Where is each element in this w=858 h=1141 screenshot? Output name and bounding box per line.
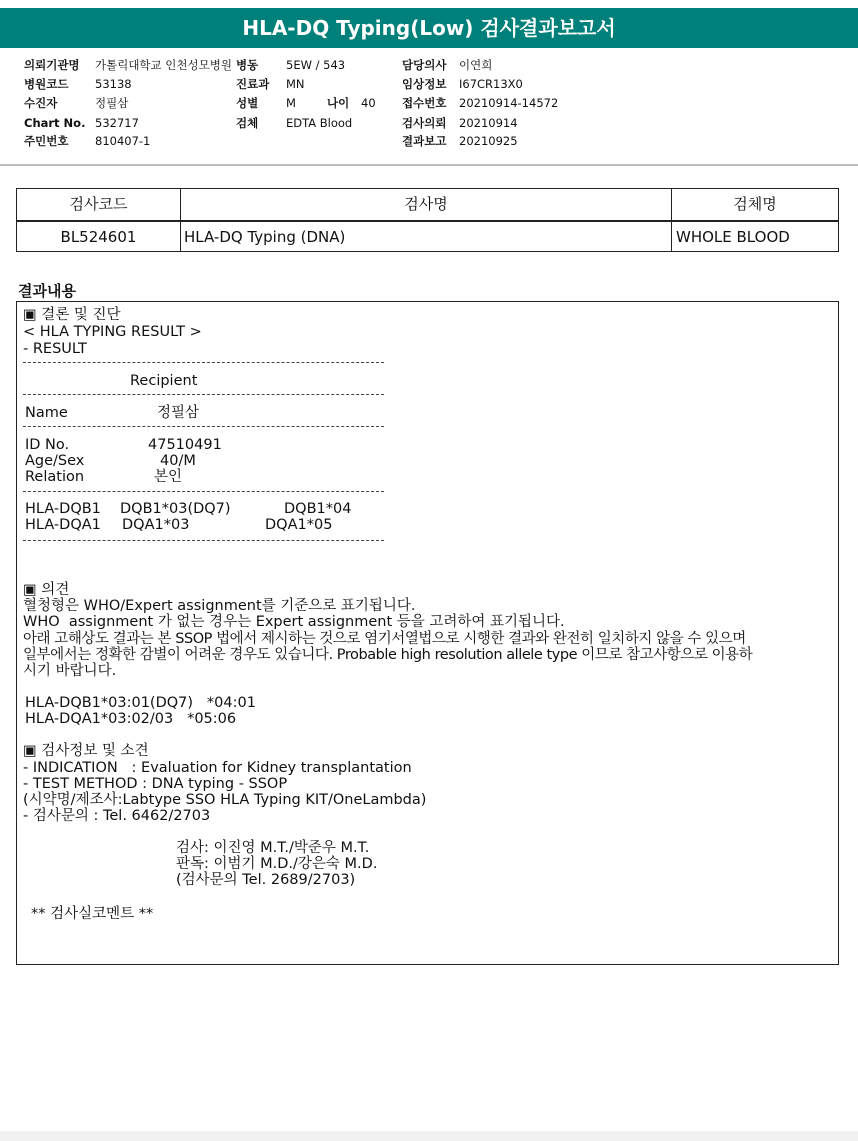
header-specimen-name: 검체명: [733, 195, 777, 213]
age-sex-key: Age/Sex: [25, 453, 85, 469]
table-row: [17, 222, 838, 253]
doctor-label: 담당의사: [402, 58, 447, 72]
result-content-box: [16, 301, 839, 965]
recipient-label: Recipient: [130, 373, 198, 389]
reader-signature: 판독: 이범기 M.D./강은숙 M.D.: [176, 856, 378, 872]
report-date-value: 20210925: [459, 134, 518, 148]
dqb1-allele-1: DQB1*03(DQ7): [120, 501, 231, 517]
cell-test-name: HLA-DQ Typing (DNA): [184, 228, 346, 246]
id-no-value: 47510491: [148, 437, 222, 453]
report-date-label: 결과보고: [402, 134, 447, 148]
page-bottom-band: [0, 1131, 858, 1141]
name-key: Name: [25, 405, 68, 421]
opinion-line: 시기 바랍니다.: [23, 663, 117, 679]
table-header-row: [17, 189, 838, 222]
indication-line: - INDICATION : Evaluation for Kidney transplantation: [23, 760, 412, 776]
request-date-value: 20210914: [459, 116, 518, 130]
tester-signature: 검사: 이진영 M.T./박준우 M.T.: [176, 840, 370, 856]
cell-test-code: BL524601: [60, 228, 137, 246]
patient-name-label: 수진자: [24, 96, 58, 110]
dqa1-key: HLA-DQA1: [25, 517, 101, 533]
dqa1-allele-1: DQA1*03: [122, 517, 190, 533]
age-label: 나이: [327, 96, 350, 110]
opinion-heading: ▣ 의견: [23, 582, 70, 598]
opinion-line: 일부에서는 정확한 감별이 어려운 경우도 있습니다. Probable high resolution allele type 이므로 참고사항으로 이용하: [23, 647, 753, 663]
dashed-divider: [23, 491, 384, 492]
chart-no-label: Chart No.: [24, 116, 86, 130]
opinion-line: 혈청형은 WHO/Expert assignment를 기준으로 표기됩니다.: [23, 598, 416, 614]
dqb1-key: HLA-DQB1: [25, 501, 101, 517]
patient-info-header: [0, 52, 858, 164]
specimen-value: EDTA Blood: [286, 116, 353, 130]
header-divider: [0, 164, 858, 166]
dept-value: MN: [286, 77, 305, 91]
rrn-value: 810407-1: [95, 134, 151, 148]
clinical-info-value: I67CR13X0: [459, 77, 523, 91]
table-column-divider: [671, 189, 672, 251]
typing-result-heading: < HLA TYPING RESULT >: [23, 324, 202, 340]
result-label: - RESULT: [23, 341, 87, 357]
cell-specimen-name: WHOLE BLOOD: [676, 228, 790, 246]
opinion-line: WHO assignment 가 없는 경우는 Expert assignment 등을 고려하여 표기됩니다.: [23, 614, 565, 630]
result-section-title: 결과내용: [18, 282, 76, 300]
dqa1-allele-2: DQA1*05: [265, 517, 333, 533]
dashed-divider: [23, 540, 384, 541]
ward-label: 병동: [236, 58, 259, 72]
relation-value: 본인: [154, 469, 183, 485]
inquiry-line: - 검사문의 : Tel. 6462/2703: [23, 808, 211, 824]
high-res-dqb1: HLA-DQB1*03:01(DQ7) *04:01: [25, 695, 256, 711]
receipt-label: 접수번호: [402, 96, 447, 110]
dashed-divider: [23, 426, 384, 427]
test-code-table: [16, 188, 839, 252]
hospital-code-value: 53138: [95, 77, 132, 91]
opinion-line: 아래 고해상도 결과는 본 SSOP 법에서 제시하는 것으로 염기서열법으로 시행한 결과와 완전히 일치하지 않을 수 있으며: [23, 631, 746, 647]
hospital-label: 의뢰기관명: [24, 58, 80, 72]
reagent-line: (시약명/제조사:Labtype SSO HLA Typing KIT/OneLambda): [23, 792, 427, 808]
chart-no-value: 532717: [95, 116, 139, 130]
table-column-divider: [180, 189, 181, 251]
clinical-info-label: 임상정보: [402, 77, 447, 91]
test-method-line: - TEST METHOD : DNA typing - SSOP: [23, 776, 288, 792]
high-res-dqa1: HLA-DQA1*03:02/03 *05:06: [25, 711, 237, 727]
test-info-heading: ▣ 검사정보 및 소견: [23, 743, 149, 759]
hospital-value: 가톨릭대학교 인천성모병원: [95, 58, 232, 72]
id-no-key: ID No.: [25, 437, 70, 453]
request-date-label: 검사의뢰: [402, 116, 447, 130]
rrn-label: 주민번호: [24, 134, 69, 148]
dept-label: 진료과: [236, 77, 270, 91]
sex-value: M: [286, 96, 296, 110]
ward-value: 5EW / 543: [286, 58, 346, 72]
name-value: 정필삼: [157, 405, 200, 421]
sex-label: 성별: [236, 96, 259, 110]
header-test-name: 검사명: [404, 195, 448, 213]
hospital-code-label: 병원코드: [24, 77, 69, 91]
lab-comment-heading: ** 검사실코멘트 **: [31, 906, 154, 922]
report-title: HLA-DQ Typing(Low) 검사결과보고서: [0, 8, 858, 48]
dashed-divider: [23, 394, 384, 395]
age-sex-value: 40/M: [160, 453, 196, 469]
age-value: 40: [361, 96, 376, 110]
doctor-value: 이연희: [459, 58, 493, 72]
receipt-value: 20210914-14572: [459, 96, 559, 110]
conclusion-heading: ▣ 결론 및 진단: [23, 307, 121, 323]
inquiry-tel: (검사문의 Tel. 2689/2703): [176, 872, 356, 888]
dqb1-allele-2: DQB1*04: [284, 501, 352, 517]
relation-key: Relation: [25, 469, 85, 485]
header-test-code: 검사코드: [69, 195, 128, 213]
patient-name-value: 정필삼: [95, 96, 129, 110]
dashed-divider: [23, 362, 384, 363]
specimen-label: 검체: [236, 116, 259, 130]
